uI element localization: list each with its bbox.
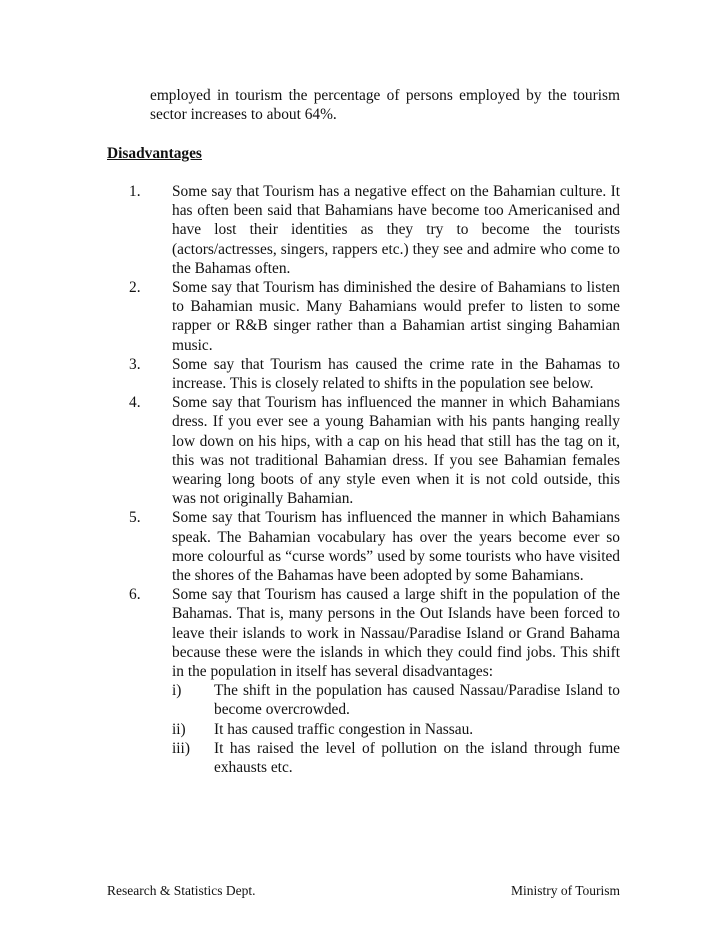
sub-item-text: It has raised the level of pollution on the island through fume exhausts etc. bbox=[214, 739, 620, 777]
sub-item-number: i) bbox=[172, 682, 182, 700]
disadvantages-list bbox=[107, 182, 620, 777]
list-item bbox=[107, 278, 620, 355]
intro-paragraph: employed in tourism the percentage of persons employed by the tourism sector increases to about 64%. bbox=[150, 87, 620, 124]
item-text: Some say that Tourism has a negative effect on the Bahamian culture. It has often been said that Bahamians have become too Americanised and have lost their identities as they try to become the tourists (actors/actresses, singers, rappers etc.) they see and admire who come to the Bahamas often. bbox=[172, 183, 620, 277]
footer-ministry: Ministry of Tourism bbox=[510, 883, 620, 898]
list-item bbox=[107, 508, 620, 585]
section-heading: Disadvantages bbox=[107, 145, 202, 162]
item-text: Some say that Tourism has influenced the manner in which Bahamians dress. If you ever see a young Bahamian with his pants hanging really low down on his hips, with a cap on his head that still has the tag on it, this was not traditional Bahamian dress. If you see Bahamian females wearing long boots of any style even when it is not cold outside, this was not originally Bahamian. bbox=[172, 394, 620, 508]
sub-list-item bbox=[172, 720, 620, 739]
list-item bbox=[107, 355, 620, 393]
sub-item-number: iii) bbox=[172, 739, 190, 757]
item-number: 4. bbox=[129, 394, 141, 412]
sub-item-number: ii) bbox=[172, 720, 186, 738]
sub-item-text: It has caused traffic congestion in Nassau. bbox=[214, 720, 474, 738]
item-number: 1. bbox=[129, 183, 141, 200]
item-number: 2. bbox=[129, 279, 141, 297]
list-item bbox=[107, 182, 620, 278]
item-text: Some say that Tourism has caused a large shift in the population of the Bahamas. That is, many persons in the Out Islands have been forced to leave their islands to work in Nassau/Paradise Island or Grand Bahama because these were the islands in which they could find jobs. This shift in the population in itself has several disadvantages: bbox=[172, 586, 620, 681]
item-text: Some say that Tourism has influenced the manner in which Bahamians speak. The Bahamian vocabulary has over the years become ever so more colourful as “curse words” used by some tourists who have visited the shores of the Bahamas have been adopted by some Bahamians. bbox=[172, 509, 620, 585]
item-text: Some say that Tourism has caused the crime rate in the Bahamas to increase. This is closely related to shifts in the population see below. bbox=[172, 355, 620, 393]
sub-item-text: The shift in the population has caused Nassau/Paradise Island to become overcrowded. bbox=[214, 682, 620, 719]
item-number: 6. bbox=[129, 586, 141, 604]
sub-list-item bbox=[172, 681, 620, 719]
footer-department: Research & Statistics Dept. bbox=[107, 883, 256, 898]
item-number: 5. bbox=[129, 509, 141, 527]
sub-list-item bbox=[172, 739, 620, 777]
item-number: 3. bbox=[129, 355, 141, 373]
list-item bbox=[107, 393, 620, 508]
item-text: Some say that Tourism has diminished the desire of Bahamians to listen to Bahamian music. Many Bahamians would prefer to listen to some rapper or R&B singer rather than a Bahamian artist singing Bahamian music. bbox=[172, 279, 620, 354]
list-item bbox=[107, 585, 620, 777]
